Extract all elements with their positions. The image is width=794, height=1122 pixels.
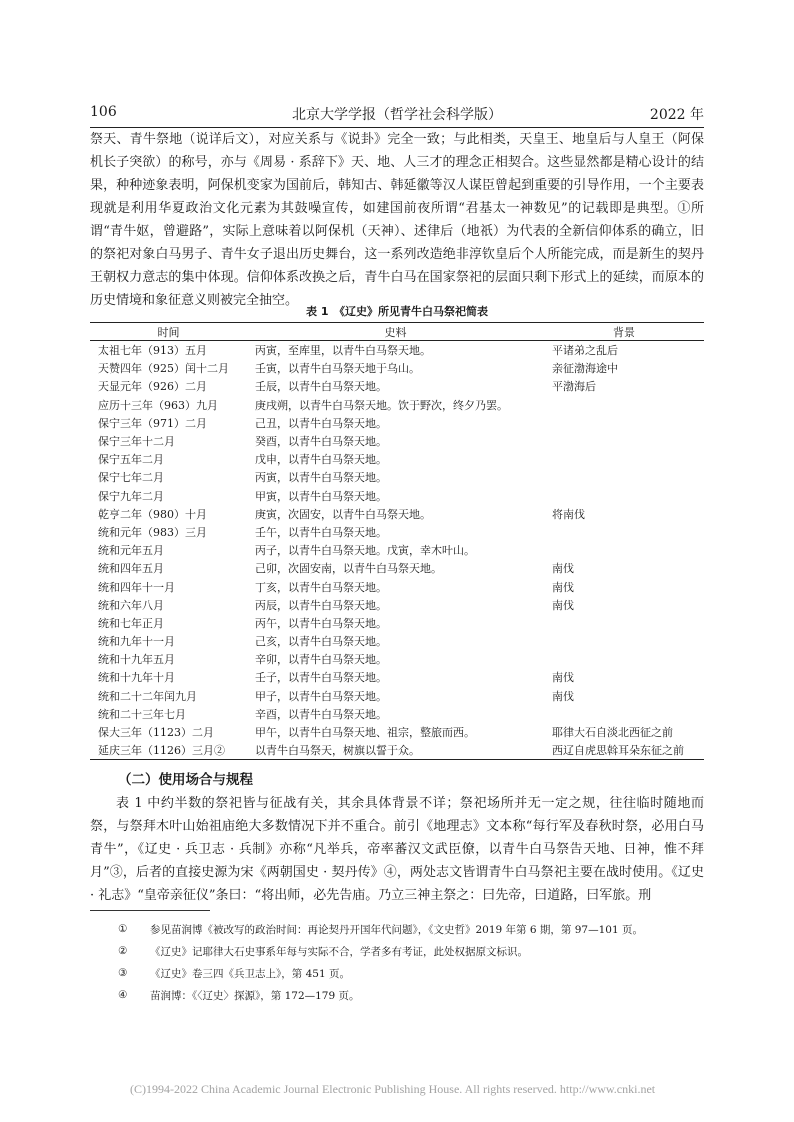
cell-time: 太祖七年（913）五月 xyxy=(98,344,207,358)
cell-time: 统和九年十一月 xyxy=(98,635,175,649)
table-row xyxy=(90,432,704,450)
table-row xyxy=(90,359,704,377)
table-row xyxy=(90,705,704,723)
cell-source: 甲午，以青牛白马祭天地、祖宗，整旅而西。 xyxy=(255,726,475,740)
cell-background xyxy=(544,541,704,559)
table-row xyxy=(90,596,704,614)
cell-time: 统和二十二年闰九月 xyxy=(98,689,197,703)
cell-background xyxy=(544,414,704,432)
cell-background: 亲征渤海途中 xyxy=(552,362,618,376)
cell-time: 统和十九年五月 xyxy=(98,653,175,667)
copyright-watermark: (C)1994-2022 China Academic Journal Electronic Publishing House. All rights reserved. http://www.cnki.net xyxy=(130,1082,656,1096)
cell-time: 统和七年正月 xyxy=(98,616,164,630)
cell-background: 耶律大石自淡北西征之前 xyxy=(552,726,673,740)
footnote-text: 《辽史》卷三四《兵卫志上》，第 451 页。 xyxy=(150,967,350,980)
cell-background xyxy=(544,468,704,486)
table-row xyxy=(90,687,704,705)
footnote-number: ② xyxy=(118,945,128,957)
table-body xyxy=(90,341,704,760)
table-row xyxy=(90,650,704,668)
body-paragraph-1: 祭天、青牛祭地（说详后文），对应关系与《说卦》完全一致；与此相类，天皇王、地皇后与人皇王（阿保机长子突欲）的称号，亦与《周易 · 系辞下》天、地、人三才的理念正相契合。这些显然都是精心设计的结果，种种迹象表明，阿保机变家为国前后，韩知古、韩延徽等汉人谋臣曾起到重要的引导作用，一个主要表现就是利用华夏政治文化元素为其鼓噪宣传，如建国前夜所谓“君基太一神数见”的记载即是典型。①所谓“青牛妪，曾避路”，实际上意味着以阿保机（天神）、述律后（地祇）为代表的全新信仰体系的确立，旧的祭祀对象白马男子、青牛女子退出历史舞台，这一系列改造绝非淳钦皇后个人所能完成，而是新生的契丹王朝权力意志的集中体现。信仰体系改换之后，青牛白马在国家祭祀的层面只剩下形式上的延续，而原本的历史情境和象征意义则被完全抽空。 xyxy=(90,132,704,308)
cell-time: 统和元年（983）三月 xyxy=(98,525,207,539)
cell-source: 庚寅，次固安，以青牛白马祭天地。 xyxy=(255,507,431,521)
cell-background: 南伐 xyxy=(552,598,574,612)
cell-source: 壬子，以青牛白马祭天地。 xyxy=(255,671,387,685)
cell-source: 丁亥，以青牛白马祭天地。 xyxy=(255,580,387,594)
publication-year: 2022 年 xyxy=(649,107,704,123)
table-row xyxy=(90,377,704,395)
footnote-number: ④ xyxy=(118,989,128,1001)
table-header-row xyxy=(90,323,704,341)
cell-source: 甲子，以青牛白马祭天地。 xyxy=(255,689,387,703)
table-row xyxy=(90,559,704,577)
footnote-number: ③ xyxy=(118,967,128,979)
footnote-text: 苗润博：《〈辽史〉探源》，第 172—179 页。 xyxy=(150,989,360,1002)
cell-background xyxy=(544,632,704,650)
table-row xyxy=(90,414,704,432)
cell-background: 将南伐 xyxy=(552,507,585,521)
cell-time: 天显元年（926）二月 xyxy=(98,380,207,394)
cell-time: 统和四年五月 xyxy=(98,562,164,576)
cell-source: 辛酉，以青牛白马祭天地。 xyxy=(255,707,387,721)
cell-background: 西辽自虎思斡耳朵东征之前 xyxy=(552,744,684,758)
cell-time: 应历十三年（963）九月 xyxy=(98,398,218,412)
footnote xyxy=(118,984,704,1006)
journal-title: 北京大学学报（哲学社会科学版） xyxy=(292,107,502,123)
cell-source: 丙寅，以青牛白马祭天地。 xyxy=(255,471,387,485)
column-header-background: 背景 xyxy=(613,325,635,339)
table-row xyxy=(90,577,704,595)
cell-time: 统和元年五月 xyxy=(98,544,164,558)
table-row xyxy=(90,614,704,632)
table-row xyxy=(90,541,704,559)
cell-background xyxy=(544,523,704,541)
footnote-number: ① xyxy=(118,923,128,935)
footnote-text: 《辽史》记耶律大石史事系年每与实际不合，学者多有考证，此处权据原文标识。 xyxy=(150,945,528,958)
footnote xyxy=(118,962,704,984)
cell-source: 甲寅，以青牛白马祭天地。 xyxy=(255,489,387,503)
cell-background xyxy=(544,614,704,632)
cell-background xyxy=(544,450,704,468)
cell-source: 辛卯，以青牛白马祭天地。 xyxy=(255,653,387,667)
cell-time: 保宁五年二月 xyxy=(98,453,164,467)
table-row xyxy=(90,505,704,523)
cell-time: 乾亨二年（980）十月 xyxy=(98,507,207,521)
footnotes xyxy=(118,918,704,1006)
cell-source: 庚戌朔，以青牛白马祭天地。饮于野次，终夕乃罢。 xyxy=(255,398,508,412)
table-caption: 表 1 《辽史》所见青牛白马祭祀简表 xyxy=(306,305,488,318)
footnote xyxy=(118,918,704,940)
cell-source: 丙子，以青牛白马祭天地。戊寅，幸木叶山。 xyxy=(255,544,475,558)
footnote-text: 参见苗润博《被改写的政治时间：再论契丹开国年代问题》，《文史哲》2019 年第 6 期，第 97—101 页。 xyxy=(150,923,643,936)
cell-time: 保宁三年十二月 xyxy=(98,435,175,449)
cell-time: 统和六年八月 xyxy=(98,598,164,612)
cell-background xyxy=(544,487,704,505)
table-row xyxy=(90,632,704,650)
cell-background xyxy=(544,432,704,450)
section-heading: （二）使用场合与规程 xyxy=(118,772,253,788)
table-row xyxy=(90,450,704,468)
cell-time: 保宁七年二月 xyxy=(98,471,164,485)
cell-source: 壬辰，以青牛白马祭天地。 xyxy=(255,380,387,394)
cell-time: 统和四年十一月 xyxy=(98,580,175,594)
body-paragraph-2: 表 1 中约半数的祭祀皆与征战有关，其余具体背景不详；祭祀场所并无一定之规，往往临时随地而祭，与祭拜木叶山始祖庙绝大多数情况下并不重合。前引《地理志》文本称“每行军及春秋时祭，必用白马青牛”，《辽史 · 兵卫志 · 兵制》亦称“凡举兵，帝率蕃汉文武臣僚，以青牛白马祭告天地、日神，惟不拜月”③，后者的直接史源为宋《两朝国史 · 契丹传》④，两处志文皆谓青牛白马祭祀主要在战时使用。《辽史 · 礼志》“皇帝亲征仪”条曰：“将出师，必先告庙。乃立三神主祭之：曰先帝，曰道路，曰军旅。刑 xyxy=(90,796,704,903)
cell-background: 平诸弟之乱后 xyxy=(552,344,618,358)
cell-source: 戊申，以青牛白马祭天地。 xyxy=(255,453,387,467)
table-row xyxy=(90,723,704,741)
table-row xyxy=(90,341,704,360)
cell-time: 统和十九年十月 xyxy=(98,671,175,685)
cell-time: 天赞四年（925）闰十二月 xyxy=(98,362,229,376)
cell-background: 南伐 xyxy=(552,580,574,594)
cell-source: 癸酉，以青牛白马祭天地。 xyxy=(255,435,387,449)
table-row xyxy=(90,487,704,505)
column-header-source: 史料 xyxy=(384,325,407,339)
cell-background: 平渤海后 xyxy=(552,380,596,394)
cell-time: 统和二十三年七月 xyxy=(98,707,186,721)
running-header xyxy=(90,101,704,128)
table-row xyxy=(90,668,704,686)
cell-background xyxy=(544,396,704,414)
table-row xyxy=(90,396,704,414)
footnote xyxy=(118,940,704,962)
cell-time: 保宁九年二月 xyxy=(98,489,164,503)
cell-source: 丙辰，以青牛白马祭天地。 xyxy=(255,598,387,612)
cell-background xyxy=(544,650,704,668)
cell-background xyxy=(544,705,704,723)
cell-background: 南伐 xyxy=(552,689,574,703)
cell-background: 南伐 xyxy=(552,671,574,685)
page-number: 106 xyxy=(90,104,117,120)
footnote-separator xyxy=(90,910,210,911)
sacrifice-table xyxy=(90,322,704,760)
cell-source: 己亥，以青牛白马祭天地。 xyxy=(255,635,387,649)
cell-source: 以青牛白马祭天，树旗以誓于众。 xyxy=(255,744,420,758)
cell-time: 延庆三年（1126）三月② xyxy=(98,744,225,758)
cell-source: 壬午，以青牛白马祭天地。 xyxy=(255,525,387,539)
cell-source: 己卯，次固安南，以青牛白马祭天地。 xyxy=(255,562,442,576)
table-row xyxy=(90,523,704,541)
cell-time: 保宁三年（971）二月 xyxy=(98,416,207,430)
column-header-time: 时间 xyxy=(157,325,180,339)
cell-source: 丙寅，至库里，以青牛白马祭天地。 xyxy=(255,344,431,358)
cell-source: 己丑，以青牛白马祭天地。 xyxy=(255,416,387,430)
cell-source: 壬寅，以青牛白马祭天地于乌山。 xyxy=(255,362,420,376)
table-row xyxy=(90,741,704,760)
cell-time: 保大三年（1123）二月 xyxy=(98,726,214,740)
table-row xyxy=(90,468,704,486)
cell-background: 南伐 xyxy=(552,562,574,576)
cell-source: 丙午，以青牛白马祭天地。 xyxy=(255,616,387,630)
